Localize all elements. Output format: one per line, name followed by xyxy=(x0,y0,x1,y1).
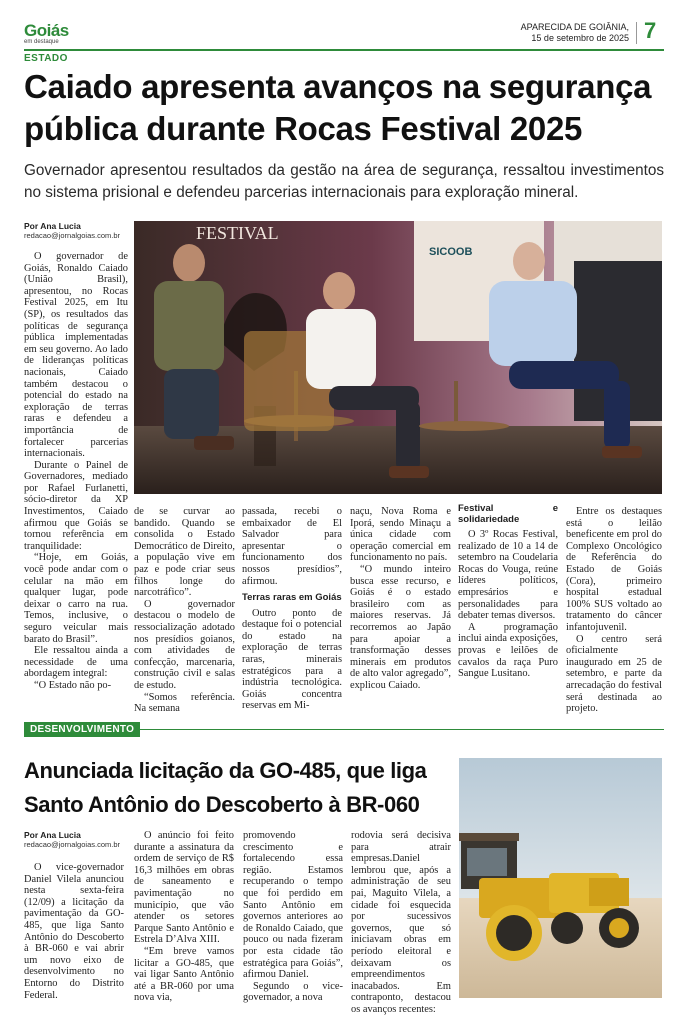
newspaper-logo[interactable] xyxy=(24,22,104,50)
panel-photo-illustration xyxy=(134,221,662,494)
paragraph: naçu, Nova Roma e Iporá, sendo Minaçu a única cidade com operação comercial em funcionamento no país. xyxy=(350,506,451,564)
paragraph: A programação inclui ainda exposições, provas e leilões de cavalos da raça Puro Sangue Lusitano. xyxy=(458,621,558,680)
byline-block xyxy=(24,830,128,849)
paragraph: promovendo crescimento e fortalecendo essa região. Estamos recuperando o tempo que foi perdido em Santo Antônio em governos anteriores ao de Ronaldo Caiado, que pouco ou nada fizeram por esta cidade tão estratégica para Goiás”, afirmou Daniel. xyxy=(243,830,343,981)
paragraph: O centro será oficialmente inaugurado em 25 de setembro, e parte da arrecadação do festival será destinada ao projeto. xyxy=(566,633,662,715)
paragraph: O 3º Rocas Festival, realizado de 10 a 14 de setembro na Coudelaria Rocas do Vouga, reúne líderes políticos, empresários e personalidades para debater temas diversos. xyxy=(458,529,558,622)
article-column-2 xyxy=(134,506,235,715)
paragraph: passada, recebi o embaixador de El Salvador para apresentar o funcionamento dos nossos presídios”, afirmou. xyxy=(242,506,342,587)
author-email[interactable]: redacao@jornalgoias.com.br xyxy=(24,840,120,849)
headline-line-2: Santo Antônio do Descoberto à BR-060 xyxy=(24,792,420,817)
author-email[interactable]: redacao@jornalgoias.com.br xyxy=(24,231,120,240)
paragraph: “O mundo inteiro busca esse recurso, e Goiás é o estado brasileiro com as maiores reservas. Já recorremos ao Japão para apoiar a transformação desses minerais em produtos de alto valor agregado”, explicou Caiado. xyxy=(350,563,451,691)
logo-tagline: em destaque xyxy=(24,39,59,45)
paragraph: Ele ressaltou ainda a necessidade de uma abordagem integral: xyxy=(24,645,128,680)
paragraph: O governador de Goiás, Ronaldo Caiado (União Brasil), apresentou, no Rocas Festival 2025, em Itu (SP), os resultados das políticas de segurança pública implementadas em seu governo. Ao lado de lideranças políticas nacionais, Caiado também destacou o potencial do estado na exploração de terras raras e defendeu a importância de fortalecer parcerias internacionais. xyxy=(24,251,128,460)
article-column-3 xyxy=(242,506,342,712)
paragraph: “O Estado não po- xyxy=(34,679,112,691)
author-byline: Por Ana Lucia xyxy=(24,221,81,231)
paragraph: O vice-governador Daniel Vilela anunciou nesta sexta-feira (12/09) a licitação da pavimentação da GO-485, que liga Santo Antônio do Descoberto à BR-060 e vai abrir um novo eixo de desenvolvimento no Entorno do Distrito Federal. xyxy=(24,862,124,1001)
photo-sponsor-text: SICOOB xyxy=(429,246,473,258)
section-subhead: Festival e solidariedade xyxy=(458,503,558,525)
paragraph: “Em breve vamos licitar a GO-485, que vai ligar Santo Antônio até a BR-060 por uma nova via, xyxy=(134,945,234,1004)
header-separator xyxy=(636,22,637,44)
article-headline[interactable]: Caiado apresenta avanços na segurança pública durante Rocas Festival 2025 xyxy=(24,68,652,147)
issue-info xyxy=(521,22,629,44)
issue-date: 15 de setembro de 2025 xyxy=(531,33,629,43)
roadwork-photo-illustration xyxy=(459,758,662,998)
section-label[interactable]: ESTADO xyxy=(24,53,68,64)
article-column-1 xyxy=(24,251,128,692)
paragraph: “Somos referência. Na semana xyxy=(134,691,235,715)
headline-line-1: Anunciada licitação da GO-485, que liga xyxy=(24,758,427,783)
paragraph: “Hoje, em Goiás, você pode andar com o celular na mão em qualquer lugar, pode deixar o carro na rua. Temos, inclusive, o seguro veicular mais barato do Brasil”. xyxy=(24,552,128,645)
paragraph: O anúncio foi feito durante a assinatura da ordem de serviço de R$ 16,3 milhões em obras de saneamento e pavimentação no município, que vão atender os setores Parque Santo Antônio e Estrela D’Alva XIII. xyxy=(134,830,234,946)
paragraph: O governador destacou o modelo de ressocialização adotado nos presídios goianos, com atividades de confecção, marcenaria, construção civil e salas de estudo. xyxy=(134,598,235,691)
article-subheadline: Governador apresentou resultados da gestão na área de segurança, ressaltou investimentos no sistema prisional e defendeu parcerias internacionais para exploração mineral. xyxy=(24,162,664,201)
article-column-6 xyxy=(566,506,662,715)
author-byline: Por Ana Lucia xyxy=(24,830,81,840)
location: APARECIDA DE GOIÂNIA, xyxy=(520,22,629,32)
header-rule xyxy=(24,49,664,51)
logo-title: Goiás xyxy=(24,21,69,40)
paragraph: Durante o Painel de Governadores, mediado por Rafael Furlanetti, sócio-diretor da XP Investimentos, Caiado afirmou que Goiás se tornou referência em tranquilidade: xyxy=(24,459,128,552)
paragraph: Segundo o vice-governador, a nova xyxy=(243,980,343,1004)
page-number: 7 xyxy=(644,18,657,43)
paragraph: rodovia será decisiva para atrair empresas.Daniel lembrou que, após a administração de seu pai, Maguito Vilela, a cidade foi esquecida por sucessivos governos, que só iniciavam obras em período eleitoral e deixavam os empreendimentos inacabados. Em contraponto, destacou os avanços recentes: xyxy=(351,830,451,1015)
article-column-4 xyxy=(351,830,451,1016)
photo-banner-text: FESTIVAL xyxy=(196,223,279,243)
paragraph: Outro ponto de destaque foi o potencial do estado na exploração de terras raras, minerais estratégicos para a indústria tecnológica. Goiás concentra reservas em Mi- xyxy=(242,607,342,712)
byline-block xyxy=(24,221,128,240)
article-column-4 xyxy=(350,506,451,692)
section-subhead: Terras raras em Goiás xyxy=(242,592,342,604)
section-label[interactable]: DESENVOLVIMENTO xyxy=(24,722,140,737)
paragraph: Entre os destaques está o leilão beneficente em prol do Complexo Oncológico de Referência do Estado de Goiás (Cora), primeiro hospital estadual 100% SUS voltado ao tratamento do câncer infantojuvenil. xyxy=(566,506,662,633)
article-photo-roadwork[interactable] xyxy=(459,758,662,998)
paragraph: de se curvar ao bandido. Quando se consolida o Estado Democrático de Direito, a população vive em paz e pode criar seus filhos longe do narcotráfico”. xyxy=(134,506,235,599)
article-column-2 xyxy=(134,830,234,1004)
article-column-5 xyxy=(458,504,558,680)
article-headline[interactable] xyxy=(24,754,454,822)
article-column-1 xyxy=(24,862,124,1001)
article-photo-panel[interactable] xyxy=(134,221,662,494)
article-column-3 xyxy=(243,830,343,1004)
